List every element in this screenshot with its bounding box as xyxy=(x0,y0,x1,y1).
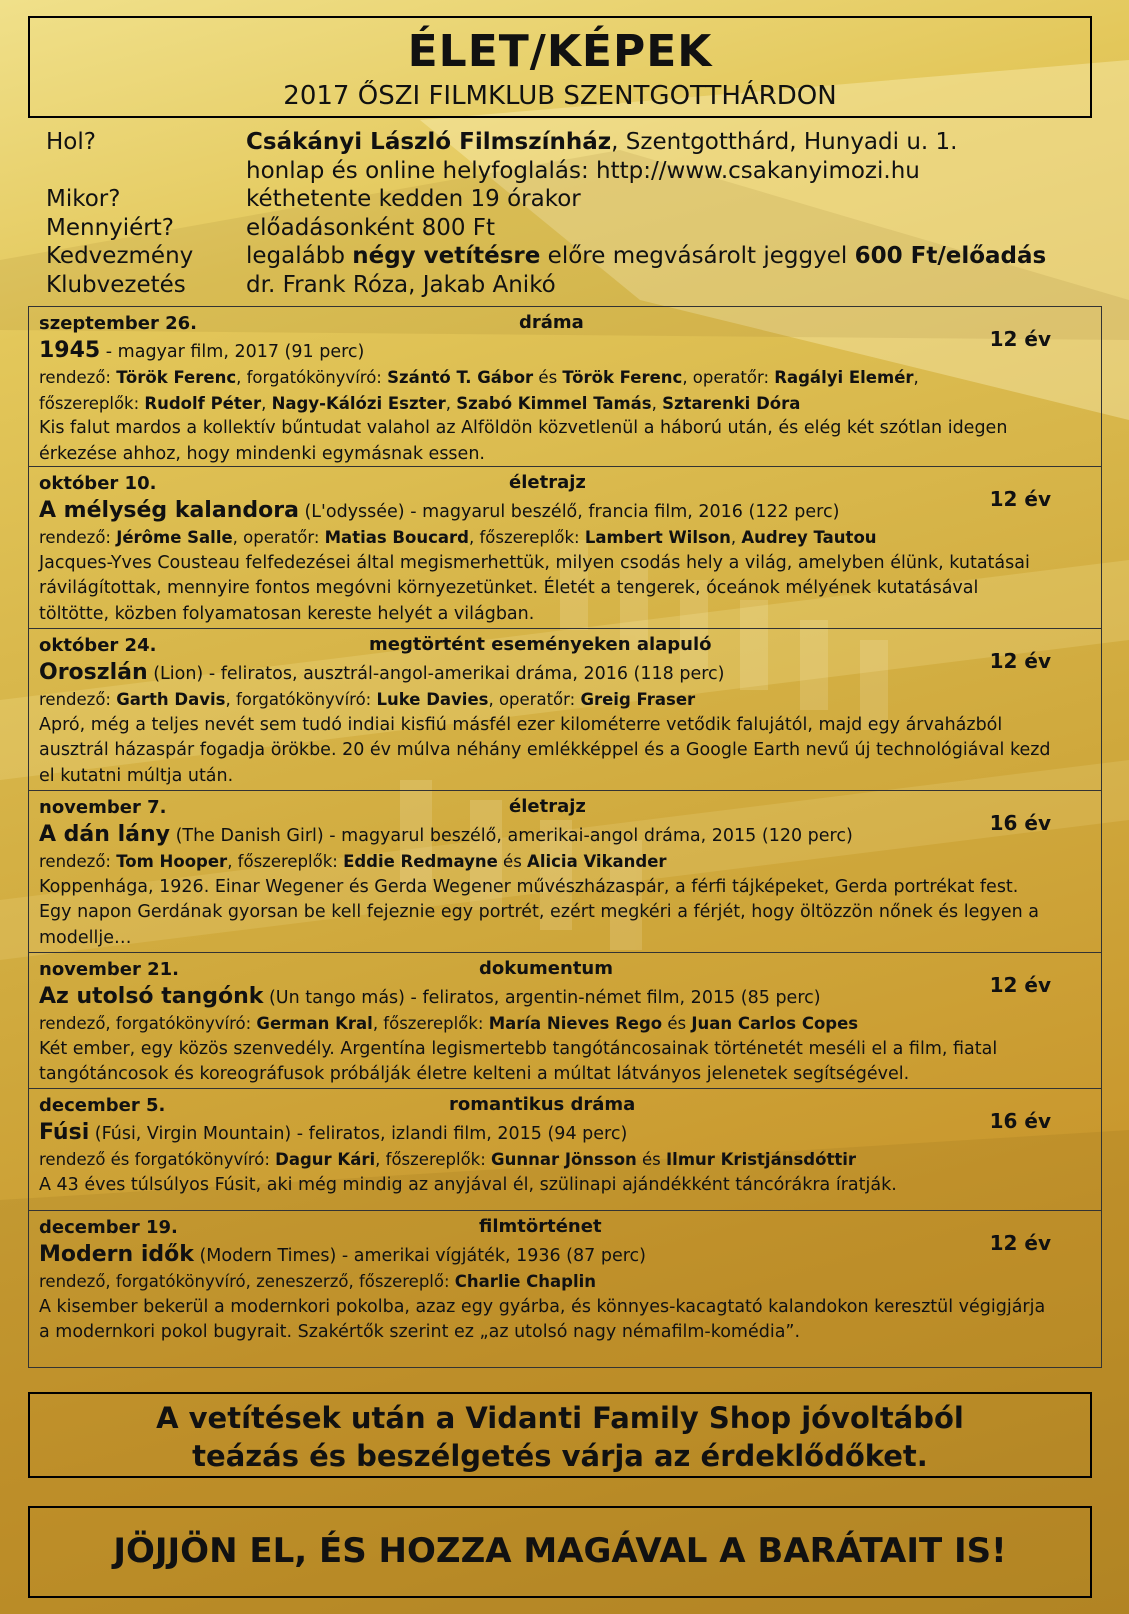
bold-text: Audrey Tautou xyxy=(741,528,877,547)
film-entry xyxy=(29,1211,1101,1369)
film-credits xyxy=(39,849,1093,875)
film-description: A 43 éves túlsúlyos Fúsit, aki még mindig az anyjával él, szülinapi ajándékként táncórákra íratják. xyxy=(39,1174,897,1195)
text-segment: , főszereplők: xyxy=(372,1014,489,1033)
info-row xyxy=(46,128,1046,157)
film-details: (Un tango más) - feliratos, argentin-német film, 2015 (85 perc) xyxy=(263,987,821,1008)
text-segment: rendező: xyxy=(39,852,117,871)
film-description: Jacques-Yves Cousteau felfedezései által megismerhettük, milyen csodás hely a világ, amelyben élünk, kutatásai rávilágítottak, mennyire fontos megóvni környezetünket. Életét a tengerek, óceánok mélyének kutatásával töltötte, közben folyamatosan kereste helyét a világban. xyxy=(39,552,1030,624)
info-label: Hol? xyxy=(46,129,96,155)
info-label xyxy=(46,157,246,186)
header-box xyxy=(28,16,1092,118)
info-row xyxy=(46,157,1046,186)
film-schedule-table xyxy=(28,306,1102,1368)
film-details: (Lion) - feliratos, ausztrál-angol-amerikai dráma, 2016 (118 perc) xyxy=(147,663,725,684)
text-segment: , operatőr: xyxy=(232,528,325,547)
bold-text: Szántó T. Gábor xyxy=(387,368,534,387)
text-segment: előre megvásárolt jeggyel xyxy=(540,243,855,270)
bold-text: Luke Davies xyxy=(376,690,489,709)
age-rating: 16 év xyxy=(989,811,1051,835)
bold-text: German Kral xyxy=(256,1014,373,1033)
text-segment: , operatőr: xyxy=(682,368,775,387)
film-genre: dokumentum xyxy=(479,958,613,979)
info-value xyxy=(246,214,495,243)
screening-date: december 19. xyxy=(39,1217,178,1238)
text-segment: , xyxy=(651,393,663,413)
bold-text: Charlie Chaplin xyxy=(454,1272,597,1291)
film-description: Kis falut mardos a kollektív bűntudat valahol az Alföldön közvetlenül a háború után, és elég két szótlan idegen érkezése ahhoz, hogy mindenki egymásnak essen. xyxy=(39,418,1008,464)
age-rating: 12 év xyxy=(989,1231,1051,1255)
text-segment: , forgatókönyvíró: xyxy=(225,690,377,709)
info-block xyxy=(46,128,1046,300)
film-genre: romantikus dráma xyxy=(449,1094,636,1115)
bold-text: Tom Hooper xyxy=(116,852,228,871)
bold-text: Török Ferenc xyxy=(562,368,683,387)
film-title-line xyxy=(39,822,1093,850)
screening-date: október 24. xyxy=(39,635,157,656)
info-value xyxy=(246,242,1046,271)
text-segment: rendező: xyxy=(39,690,117,709)
film-title-line xyxy=(39,1120,1093,1148)
text-segment: és xyxy=(636,1150,667,1169)
film-details: (Modern Times) - amerikai vígjáték, 1936 (87 perc) xyxy=(193,1245,646,1266)
film-title: Fúsi xyxy=(39,1119,90,1145)
film-title: Oroszlán xyxy=(39,659,148,685)
bold-text: Szabó Kimmel Tamás xyxy=(456,393,652,413)
age-rating: 12 év xyxy=(989,973,1051,997)
film-credits xyxy=(39,391,1093,417)
bold-text: Dagur Kári xyxy=(275,1150,376,1169)
page-title: ÉLET/KÉPEK xyxy=(407,26,713,77)
text-segment: előadásonként 800 Ft xyxy=(246,214,496,241)
bold-text: Ragályi Elemér xyxy=(774,368,914,387)
text-segment: , xyxy=(730,528,742,547)
tea-notice-line2: teázás és beszélgetés várja az érdeklődőket. xyxy=(192,1439,928,1473)
text-segment: , főszereplők: xyxy=(227,852,344,871)
info-value xyxy=(246,128,957,157)
text-segment: és xyxy=(497,852,528,871)
tea-notice-banner xyxy=(28,1392,1092,1478)
film-entry xyxy=(29,629,1101,791)
text-segment: rendező, forgatókönyvíró, zeneszerző, főszereplő: xyxy=(39,1272,455,1291)
age-rating: 12 év xyxy=(989,327,1051,351)
film-description: Apró, még a teljes nevét sem tudó indiai kisfiú másfél ezer kilométerre vetődik falujától, majd egy árvaházból ausztrál házaspár fogadja örökbe. 20 év múlva néhány emlékképpel és a Google Earth nevű új technológiával kezd el kutatni múltja után. xyxy=(39,714,1051,786)
page-subtitle: 2017 ŐSZI FILMKLUB SZENTGOTTHÁRDON xyxy=(283,81,837,111)
film-credits xyxy=(39,1147,1093,1173)
bold-text: négy vetítésre xyxy=(352,243,541,270)
age-rating: 12 év xyxy=(989,649,1051,673)
film-genre: filmtörténet xyxy=(479,1216,602,1237)
bold-text: Garth Davis xyxy=(116,690,226,709)
bold-text: María Nieves Rego xyxy=(488,1014,663,1033)
info-row xyxy=(46,271,1046,300)
info-label: Klubvezetés xyxy=(46,271,186,298)
text-segment: és xyxy=(533,368,563,387)
text-segment: , xyxy=(261,393,272,413)
info-label: Kedvezmény xyxy=(46,243,194,270)
film-entry xyxy=(29,791,1101,953)
film-title: Az utolsó tangónk xyxy=(39,983,264,1009)
film-description: Koppenhága, 1926. Einar Wegener és Gerda Wegener művészházaspár, a férfi tájképeket, Gerda portrékat fest. Egy napon Gerdának gyorsan be kell fejeznie egy portrét, ezért megkéri a férjét, hogy öltözzön nőnek és legyen a modellje… xyxy=(39,876,1039,948)
screening-date: szeptember 26. xyxy=(39,313,197,334)
film-entry xyxy=(29,1089,1101,1211)
text-segment: rendező: xyxy=(39,368,117,387)
info-label: Mennyiért? xyxy=(46,214,174,241)
film-credits xyxy=(39,687,1093,713)
bold-text: Rudolf Péter xyxy=(144,393,262,413)
film-title-line xyxy=(39,984,1093,1012)
bold-text: Ilmur Kristjánsdóttir xyxy=(666,1150,857,1169)
film-genre: megtörtént eseményeken alapuló xyxy=(369,634,712,655)
text-segment: , Szentgotthárd, Hunyadi u. 1. xyxy=(611,129,958,155)
film-credits xyxy=(39,525,1093,551)
bold-text: Lambert Wilson xyxy=(584,528,731,547)
age-rating: 16 év xyxy=(989,1109,1051,1133)
film-description: A kisember bekerül a modernkori pokolba, azaz egy gyárba, és könnyes-kacagtató kalandokon keresztül végigjárja a modernkori pokol bugyrait. Szakértők szerint ez „az utolsó nagy némafilm-komédia”. xyxy=(39,1296,1046,1342)
text-segment: honlap és online helyfoglalás: http://www.csakanyimozi.hu xyxy=(246,157,920,184)
info-row xyxy=(46,242,1046,271)
bold-text: Eddie Redmayne xyxy=(343,852,498,871)
text-segment: , xyxy=(445,393,457,413)
bold-text: 600 Ft/előadás xyxy=(854,243,1047,270)
age-rating: 12 év xyxy=(989,487,1051,511)
film-title-line xyxy=(39,1242,1093,1270)
info-row xyxy=(46,185,1046,214)
screening-date: november 7. xyxy=(39,797,167,818)
film-title: 1945 xyxy=(39,337,101,363)
film-entry xyxy=(29,953,1101,1089)
film-title: A dán lány xyxy=(39,821,170,847)
screening-date: december 5. xyxy=(39,1095,166,1116)
film-credits xyxy=(39,1011,1093,1037)
screening-date: október 10. xyxy=(39,473,157,494)
film-description: Két ember, egy közös szenvedély. Argentína legismertebb tangótáncosainak történetét meséli el a film, fiatal tangótáncosok és koreográfusok próbálják életre kelteni a múltat látványos jelenetek segítségével. xyxy=(39,1038,998,1084)
bold-text: Nagy-Kálózi Eszter xyxy=(271,393,446,413)
text-segment: , xyxy=(913,368,919,387)
film-credits xyxy=(39,1269,1093,1295)
text-segment: főszereplők: xyxy=(39,393,145,413)
bold-text: Csákányi László Filmszínház xyxy=(246,129,612,155)
film-genre: életrajz xyxy=(509,472,586,493)
film-details: (Fúsi, Virgin Mountain) - feliratos, izlandi film, 2015 (94 perc) xyxy=(89,1123,628,1144)
bold-text: Gunnar Jönsson xyxy=(491,1150,637,1169)
text-segment: kéthetente kedden 19 órakor xyxy=(246,186,581,213)
text-segment: rendező és forgatókönyvíró: xyxy=(39,1150,276,1169)
invitation-banner: JÖJJÖN EL, ÉS HOZZA MAGÁVAL A BARÁTAIT IS! xyxy=(28,1506,1092,1598)
film-genre: életrajz xyxy=(509,796,586,817)
bold-text: Juan Carlos Copes xyxy=(691,1014,859,1033)
tea-notice-line1: A vetítések után a Vidanti Family Shop jóvoltából xyxy=(156,1401,964,1435)
text-segment: , főszereplők: xyxy=(375,1150,492,1169)
film-details: (The Danish Girl) - magyarul beszélő, amerikai-angol dráma, 2015 (120 perc) xyxy=(170,825,853,846)
film-title-line xyxy=(39,338,1093,366)
film-title: A mélység kalandora xyxy=(39,497,299,523)
film-title-line xyxy=(39,660,1093,688)
film-entry xyxy=(29,307,1101,467)
bold-text: Alicia Vikander xyxy=(527,852,667,871)
info-value xyxy=(246,271,556,300)
film-details: (L'odyssée) - magyarul beszélő, francia film, 2016 (122 perc) xyxy=(298,501,840,522)
bold-text: Török Ferenc xyxy=(116,368,237,387)
info-value xyxy=(246,185,581,214)
text-segment: rendező: xyxy=(39,528,117,547)
text-segment: és xyxy=(662,1014,692,1033)
text-segment: , operatőr: xyxy=(488,690,581,709)
film-details: - magyar film, 2017 (91 perc) xyxy=(100,341,365,362)
info-row xyxy=(46,214,1046,243)
text-segment: dr. Frank Róza, Jakab Anikó xyxy=(246,271,556,298)
film-credits xyxy=(39,365,1093,391)
text-segment: legalább xyxy=(246,243,353,270)
text-segment: , forgatókönyvíró: xyxy=(236,368,388,387)
bold-text: Matias Boucard xyxy=(324,528,469,547)
bold-text: Sztarenki Dóra xyxy=(662,393,801,413)
screening-date: november 21. xyxy=(39,959,180,980)
text-segment: rendező, forgatókönyvíró: xyxy=(39,1014,257,1033)
text-segment: , főszereplők: xyxy=(468,528,585,547)
bold-text: Jérôme Salle xyxy=(116,528,233,547)
film-genre: dráma xyxy=(519,312,584,333)
info-label: Mikor? xyxy=(46,186,121,213)
bold-text: Greig Fraser xyxy=(580,690,696,709)
film-title: Modern idők xyxy=(39,1241,194,1267)
film-entry xyxy=(29,467,1101,629)
info-value xyxy=(246,157,920,186)
film-title-line xyxy=(39,498,1093,526)
